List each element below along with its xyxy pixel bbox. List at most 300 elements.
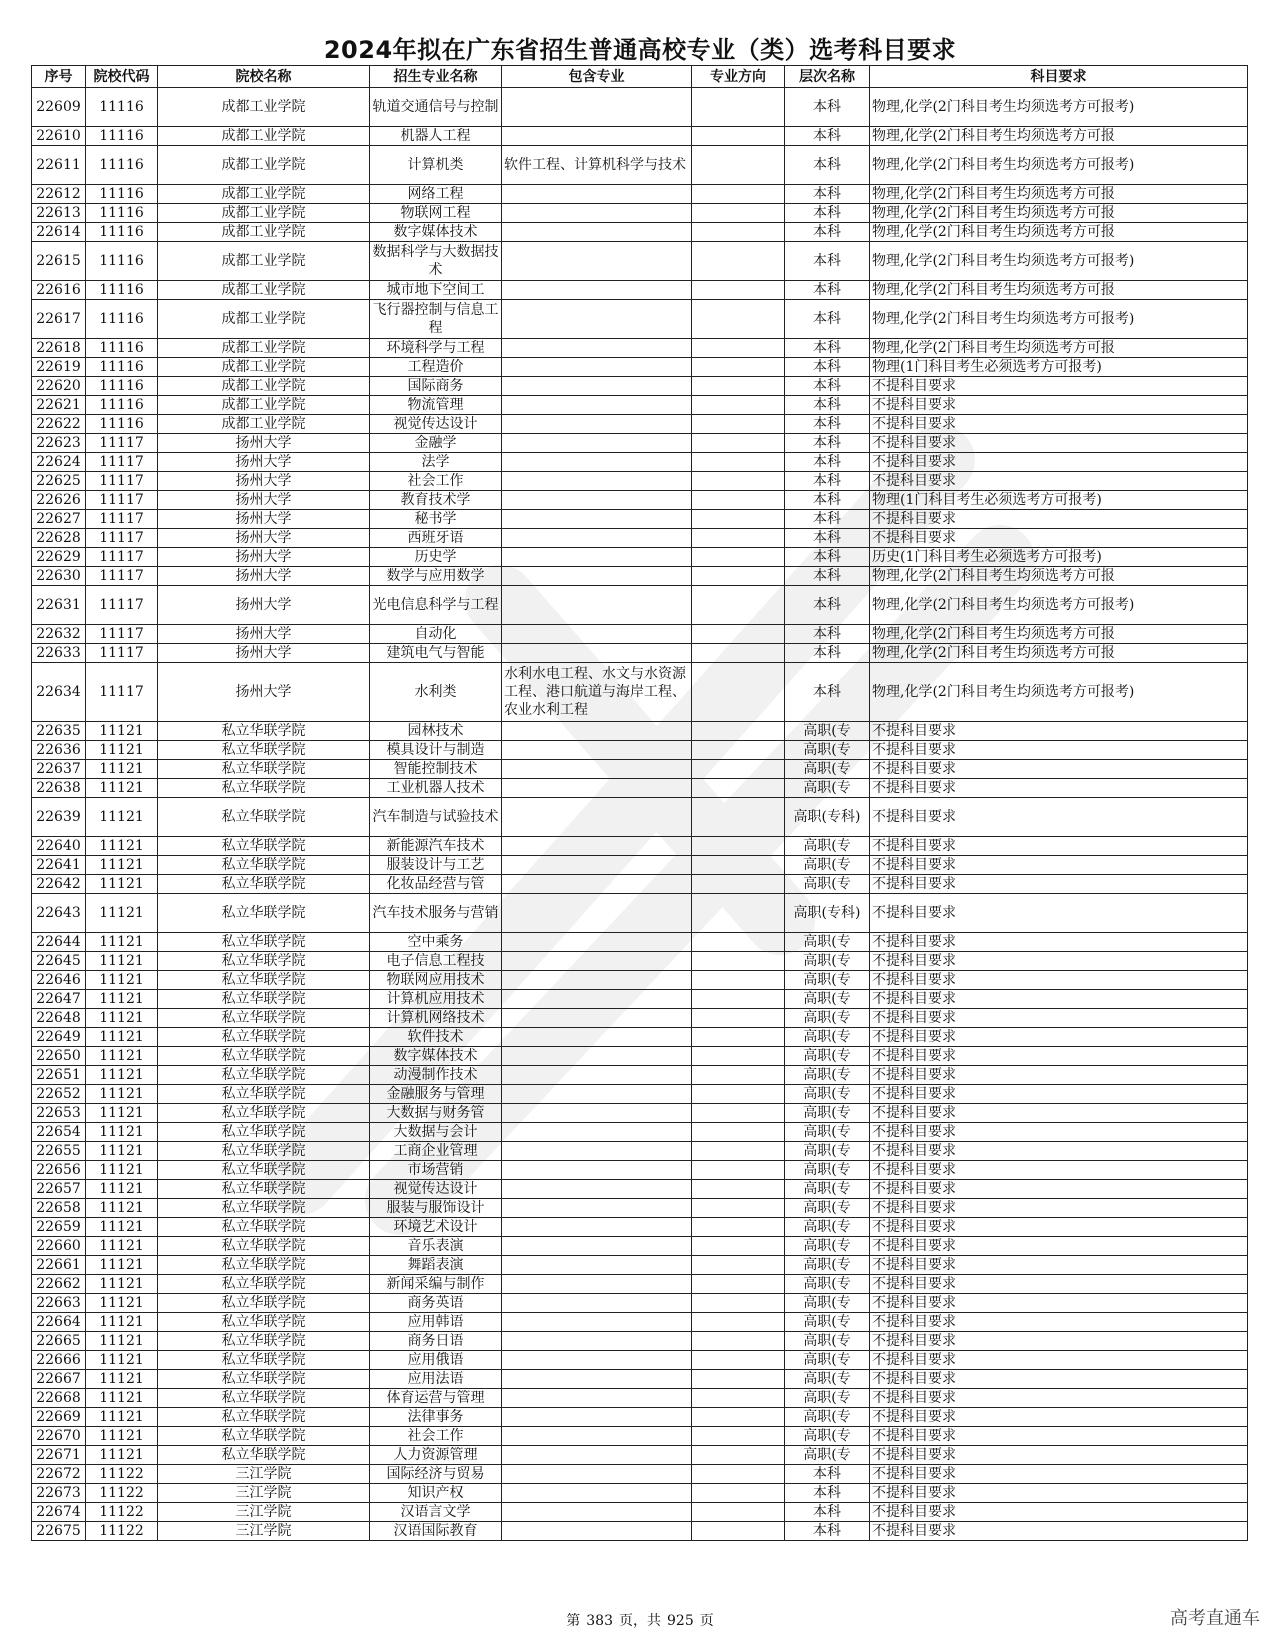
- cell-major-direction: [692, 1142, 785, 1161]
- table-row: [32, 300, 1248, 339]
- table-row: [32, 281, 1248, 300]
- table-row: [32, 1123, 1248, 1142]
- cell-included-majors: [502, 358, 692, 377]
- cell-level: 高职(专: [785, 1332, 870, 1351]
- cell-major-direction: [692, 1446, 785, 1465]
- cell-school-code: 11121: [86, 1009, 158, 1028]
- cell-subject-requirement: 不提科目要求: [870, 453, 1248, 472]
- cell-school-code: 11122: [86, 1503, 158, 1522]
- cell-major-name: 自动化: [370, 625, 502, 644]
- cell-major-name: 数学与应用数学: [370, 567, 502, 586]
- cell-school-code: 11121: [86, 1237, 158, 1256]
- table-row: [32, 1446, 1248, 1465]
- cell-level: 高职(专: [785, 1237, 870, 1256]
- cell-school-name: 私立华联学院: [158, 760, 370, 779]
- cell-major-direction: [692, 1161, 785, 1180]
- cell-level: 高职(专: [785, 722, 870, 741]
- cell-major-name: 历史学: [370, 548, 502, 567]
- cell-school-code: 11116: [86, 223, 158, 242]
- cell-index: 22656: [32, 1161, 86, 1180]
- cell-major-direction: [692, 453, 785, 472]
- cell-school-code: 11121: [86, 1275, 158, 1294]
- cell-school-name: 私立华联学院: [158, 1142, 370, 1161]
- cell-level: 高职(专科): [785, 798, 870, 837]
- cell-school-name: 扬州大学: [158, 453, 370, 472]
- header-subject-requirement: 科目要求: [870, 66, 1248, 88]
- cell-major-name: 市场营销: [370, 1161, 502, 1180]
- cell-major-name: 教育技术学: [370, 491, 502, 510]
- cell-major-direction: [692, 1351, 785, 1370]
- cell-level: 高职(专: [785, 1275, 870, 1294]
- cell-subject-requirement: 不提科目要求: [870, 875, 1248, 894]
- cell-major-direction: [692, 223, 785, 242]
- cell-major-name: 应用俄语: [370, 1351, 502, 1370]
- cell-included-majors: [502, 1161, 692, 1180]
- cell-school-code: 11121: [86, 894, 158, 933]
- cell-school-name: 私立华联学院: [158, 1427, 370, 1446]
- cell-subject-requirement: 不提科目要求: [870, 1408, 1248, 1427]
- table-row: [32, 971, 1248, 990]
- cell-major-direction: [692, 722, 785, 741]
- table-row: [32, 1047, 1248, 1066]
- cell-subject-requirement: 不提科目要求: [870, 1161, 1248, 1180]
- cell-major-direction: [692, 1503, 785, 1522]
- cell-subject-requirement: 不提科目要求: [870, 1465, 1248, 1484]
- cell-level: 本科: [785, 339, 870, 358]
- cell-included-majors: [502, 1142, 692, 1161]
- cell-included-majors: [502, 1446, 692, 1465]
- cell-major-name: 城市地下空间工: [370, 281, 502, 300]
- cell-school-name: 成都工业学院: [158, 88, 370, 127]
- cell-school-name: 成都工业学院: [158, 377, 370, 396]
- cell-level: 本科: [785, 185, 870, 204]
- cell-subject-requirement: 不提科目要求: [870, 1332, 1248, 1351]
- cell-major-direction: [692, 396, 785, 415]
- cell-major-name: 物联网工程: [370, 204, 502, 223]
- cell-school-name: 扬州大学: [158, 434, 370, 453]
- cell-index: 22657: [32, 1180, 86, 1199]
- cell-major-direction: [692, 894, 785, 933]
- cell-major-name: 秘书学: [370, 510, 502, 529]
- cell-major-direction: [692, 300, 785, 339]
- table-row: [32, 779, 1248, 798]
- header-school-code: 院校代码: [86, 66, 158, 88]
- cell-major-direction: [692, 779, 785, 798]
- table-row: [32, 875, 1248, 894]
- cell-subject-requirement: 不提科目要求: [870, 434, 1248, 453]
- cell-school-name: 扬州大学: [158, 548, 370, 567]
- cell-school-name: 扬州大学: [158, 663, 370, 722]
- cell-subject-requirement: 不提科目要求: [870, 933, 1248, 952]
- cell-index: 22609: [32, 88, 86, 127]
- cell-school-name: 私立华联学院: [158, 1332, 370, 1351]
- cell-subject-requirement: 不提科目要求: [870, 1275, 1248, 1294]
- cell-subject-requirement: 不提科目要求: [870, 1446, 1248, 1465]
- cell-level: 高职(专: [785, 952, 870, 971]
- cell-level: 高职(专: [785, 1028, 870, 1047]
- cell-included-majors: [502, 510, 692, 529]
- table-row: [32, 242, 1248, 281]
- cell-major-direction: [692, 146, 785, 185]
- cell-major-direction: [692, 1047, 785, 1066]
- cell-subject-requirement: 不提科目要求: [870, 1218, 1248, 1237]
- cell-level: 高职(专: [785, 1389, 870, 1408]
- brand-mark: 高考直通车: [1170, 1608, 1260, 1629]
- cell-included-majors: [502, 1104, 692, 1123]
- cell-school-code: 11116: [86, 396, 158, 415]
- cell-subject-requirement: 不提科目要求: [870, 1180, 1248, 1199]
- cell-index: 22627: [32, 510, 86, 529]
- cell-major-direction: [692, 281, 785, 300]
- cell-index: 22666: [32, 1351, 86, 1370]
- cell-school-code: 11116: [86, 185, 158, 204]
- cell-school-code: 11121: [86, 1427, 158, 1446]
- cell-school-name: 成都工业学院: [158, 281, 370, 300]
- cell-level: 高职(专: [785, 1142, 870, 1161]
- cell-major-direction: [692, 1123, 785, 1142]
- cell-school-name: 私立华联学院: [158, 1408, 370, 1427]
- cell-school-code: 11121: [86, 741, 158, 760]
- cell-school-code: 11116: [86, 339, 158, 358]
- cell-included-majors: [502, 1389, 692, 1408]
- cell-level: 本科: [785, 663, 870, 722]
- cell-major-direction: [692, 1427, 785, 1446]
- cell-level: 高职(专: [785, 1446, 870, 1465]
- cell-subject-requirement: 物理,化学(2门科目考生均须选考方可报: [870, 567, 1248, 586]
- cell-major-direction: [692, 127, 785, 146]
- cell-level: 本科: [785, 88, 870, 127]
- cell-level: 本科: [785, 453, 870, 472]
- cell-school-code: 11121: [86, 1142, 158, 1161]
- cell-level: 本科: [785, 1522, 870, 1541]
- cell-included-majors: [502, 567, 692, 586]
- cell-school-code: 11117: [86, 548, 158, 567]
- table-row: [32, 377, 1248, 396]
- cell-level: 本科: [785, 415, 870, 434]
- cell-major-direction: [692, 339, 785, 358]
- cell-major-name: 飞行器控制与信息工程: [370, 300, 502, 339]
- cell-school-code: 11121: [86, 1199, 158, 1218]
- cell-major-name: 法律事务: [370, 1408, 502, 1427]
- cell-school-name: 私立华联学院: [158, 894, 370, 933]
- cell-major-direction: [692, 760, 785, 779]
- cell-school-name: 成都工业学院: [158, 339, 370, 358]
- cell-school-name: 私立华联学院: [158, 1047, 370, 1066]
- cell-school-code: 11122: [86, 1522, 158, 1541]
- cell-index: 22628: [32, 529, 86, 548]
- cell-school-name: 私立华联学院: [158, 875, 370, 894]
- cell-major-name: 数字媒体技术: [370, 1047, 502, 1066]
- cell-index: 22661: [32, 1256, 86, 1275]
- cell-subject-requirement: 不提科目要求: [870, 990, 1248, 1009]
- cell-school-code: 11116: [86, 281, 158, 300]
- cell-major-direction: [692, 952, 785, 971]
- cell-school-code: 11116: [86, 300, 158, 339]
- cell-major-name: 电子信息工程技: [370, 952, 502, 971]
- cell-level: 本科: [785, 529, 870, 548]
- cell-subject-requirement: 不提科目要求: [870, 1047, 1248, 1066]
- cell-index: 22632: [32, 625, 86, 644]
- cell-major-direction: [692, 510, 785, 529]
- cell-included-majors: [502, 127, 692, 146]
- cell-school-code: 11116: [86, 358, 158, 377]
- cell-school-code: 11122: [86, 1484, 158, 1503]
- cell-major-name: 应用法语: [370, 1370, 502, 1389]
- cell-school-name: 成都工业学院: [158, 223, 370, 242]
- cell-school-code: 11117: [86, 510, 158, 529]
- cell-school-code: 11121: [86, 1047, 158, 1066]
- cell-index: 22623: [32, 434, 86, 453]
- cell-index: 22663: [32, 1294, 86, 1313]
- cell-school-name: 成都工业学院: [158, 146, 370, 185]
- table-row: [32, 1389, 1248, 1408]
- cell-major-name: 化妆品经营与管: [370, 875, 502, 894]
- cell-major-name: 空中乘务: [370, 933, 502, 952]
- cell-level: 本科: [785, 377, 870, 396]
- cell-major-name: 工业机器人技术: [370, 779, 502, 798]
- cell-level: 本科: [785, 434, 870, 453]
- table-row: [32, 358, 1248, 377]
- cell-school-code: 11116: [86, 415, 158, 434]
- cell-level: 高职(专: [785, 875, 870, 894]
- cell-major-direction: [692, 875, 785, 894]
- cell-major-name: 数字媒体技术: [370, 223, 502, 242]
- cell-subject-requirement: 不提科目要求: [870, 1313, 1248, 1332]
- cell-included-majors: [502, 1199, 692, 1218]
- cell-level: 高职(专: [785, 1294, 870, 1313]
- cell-major-name: 动漫制作技术: [370, 1066, 502, 1085]
- cell-level: 高职(专: [785, 971, 870, 990]
- table-row: [32, 856, 1248, 875]
- cell-school-code: 11121: [86, 722, 158, 741]
- cell-included-majors: [502, 625, 692, 644]
- cell-school-name: 私立华联学院: [158, 1237, 370, 1256]
- cell-school-name: 私立华联学院: [158, 1351, 370, 1370]
- cell-index: 22619: [32, 358, 86, 377]
- cell-major-name: 软件技术: [370, 1028, 502, 1047]
- cell-included-majors: [502, 1313, 692, 1332]
- table-row: [32, 1351, 1248, 1370]
- cell-school-code: 11121: [86, 1389, 158, 1408]
- table-row: [32, 1484, 1248, 1503]
- cell-major-name: 国际经济与贸易: [370, 1465, 502, 1484]
- cell-subject-requirement: 不提科目要求: [870, 1123, 1248, 1142]
- table-row: [32, 415, 1248, 434]
- cell-subject-requirement: 物理,化学(2门科目考生均须选考方可报考): [870, 300, 1248, 339]
- cell-level: 本科: [785, 548, 870, 567]
- table-row: [32, 223, 1248, 242]
- cell-subject-requirement: 不提科目要求: [870, 1484, 1248, 1503]
- cell-included-majors: [502, 1218, 692, 1237]
- cell-index: 22649: [32, 1028, 86, 1047]
- cell-subject-requirement: 不提科目要求: [870, 1370, 1248, 1389]
- cell-school-name: 私立华联学院: [158, 1446, 370, 1465]
- table-row: [32, 491, 1248, 510]
- cell-level: 高职(专: [785, 1256, 870, 1275]
- cell-school-name: 扬州大学: [158, 567, 370, 586]
- cell-level: 高职(专: [785, 1009, 870, 1028]
- cell-major-name: 计算机类: [370, 146, 502, 185]
- cell-subject-requirement: 不提科目要求: [870, 1142, 1248, 1161]
- cell-school-code: 11121: [86, 875, 158, 894]
- cell-major-direction: [692, 1237, 785, 1256]
- cell-level: 本科: [785, 644, 870, 663]
- cell-major-direction: [692, 1313, 785, 1332]
- cell-school-code: 11117: [86, 491, 158, 510]
- cell-level: 高职(专: [785, 1199, 870, 1218]
- cell-major-direction: [692, 242, 785, 281]
- cell-school-code: 11121: [86, 1123, 158, 1142]
- cell-index: 22637: [32, 760, 86, 779]
- table-row: [32, 146, 1248, 185]
- cell-major-name: 物流管理: [370, 396, 502, 415]
- cell-included-majors: [502, 952, 692, 971]
- cell-subject-requirement: 不提科目要求: [870, 1104, 1248, 1123]
- table-row: [32, 185, 1248, 204]
- cell-level: 本科: [785, 472, 870, 491]
- cell-major-direction: [692, 856, 785, 875]
- table-row: [32, 644, 1248, 663]
- cell-level: 本科: [785, 223, 870, 242]
- cell-major-direction: [692, 741, 785, 760]
- cell-school-code: 11121: [86, 798, 158, 837]
- cell-major-name: 人力资源管理: [370, 1446, 502, 1465]
- cell-included-majors: [502, 1408, 692, 1427]
- table-body: [32, 88, 1248, 1541]
- cell-included-majors: [502, 1256, 692, 1275]
- cell-index: 22617: [32, 300, 86, 339]
- cell-school-name: 扬州大学: [158, 586, 370, 625]
- cell-included-majors: [502, 798, 692, 837]
- cell-level: 高职(专: [785, 1085, 870, 1104]
- cell-school-name: 私立华联学院: [158, 1218, 370, 1237]
- cell-index: 22613: [32, 204, 86, 223]
- cell-major-name: 社会工作: [370, 472, 502, 491]
- cell-major-name: 服装设计与工艺: [370, 856, 502, 875]
- cell-index: 22654: [32, 1123, 86, 1142]
- table-row: [32, 1522, 1248, 1541]
- cell-subject-requirement: 不提科目要求: [870, 377, 1248, 396]
- cell-school-code: 11121: [86, 1104, 158, 1123]
- cell-subject-requirement: 物理(1门科目考生必须选考方可报考): [870, 491, 1248, 510]
- cell-included-majors: [502, 894, 692, 933]
- cell-level: 本科: [785, 1465, 870, 1484]
- cell-index: 22610: [32, 127, 86, 146]
- cell-index: 22673: [32, 1484, 86, 1503]
- cell-major-direction: [692, 88, 785, 127]
- cell-subject-requirement: 不提科目要求: [870, 837, 1248, 856]
- cell-major-direction: [692, 1104, 785, 1123]
- cell-major-direction: [692, 1028, 785, 1047]
- cell-major-name: 视觉传达设计: [370, 1180, 502, 1199]
- cell-index: 22635: [32, 722, 86, 741]
- table-row: [32, 625, 1248, 644]
- table-row: [32, 990, 1248, 1009]
- table-row: [32, 453, 1248, 472]
- cell-school-name: 成都工业学院: [158, 242, 370, 281]
- cell-major-direction: [692, 1275, 785, 1294]
- table-row: [32, 1313, 1248, 1332]
- cell-major-direction: [692, 1332, 785, 1351]
- cell-included-majors: [502, 339, 692, 358]
- cell-included-majors: [502, 875, 692, 894]
- cell-included-majors: [502, 1370, 692, 1389]
- cell-index: 22662: [32, 1275, 86, 1294]
- cell-school-code: 11117: [86, 529, 158, 548]
- cell-subject-requirement: 不提科目要求: [870, 741, 1248, 760]
- cell-level: 本科: [785, 625, 870, 644]
- cell-included-majors: [502, 204, 692, 223]
- cell-index: 22640: [32, 837, 86, 856]
- cell-included-majors: [502, 971, 692, 990]
- cell-subject-requirement: 不提科目要求: [870, 894, 1248, 933]
- cell-index: 22646: [32, 971, 86, 990]
- header-index: 序号: [32, 66, 86, 88]
- cell-index: 22670: [32, 1427, 86, 1446]
- cell-level: 本科: [785, 281, 870, 300]
- cell-level: 高职(专: [785, 1351, 870, 1370]
- table-row: [32, 722, 1248, 741]
- cell-school-code: 11121: [86, 1370, 158, 1389]
- cell-major-name: 服装与服饰设计: [370, 1199, 502, 1218]
- cell-subject-requirement: 不提科目要求: [870, 1028, 1248, 1047]
- cell-level: 本科: [785, 396, 870, 415]
- cell-subject-requirement: 物理,化学(2门科目考生均须选考方可报: [870, 127, 1248, 146]
- table-row: [32, 1237, 1248, 1256]
- cell-included-majors: [502, 1028, 692, 1047]
- cell-index: 22622: [32, 415, 86, 434]
- cell-level: 高职(专: [785, 933, 870, 952]
- cell-included-majors: [502, 1294, 692, 1313]
- cell-school-name: 三江学院: [158, 1465, 370, 1484]
- footer-mid: 页，共: [619, 1613, 661, 1629]
- cell-school-name: 扬州大学: [158, 625, 370, 644]
- cell-major-name: 商务日语: [370, 1332, 502, 1351]
- table-row: [32, 1199, 1248, 1218]
- cell-index: 22674: [32, 1503, 86, 1522]
- cell-school-name: 私立华联学院: [158, 1180, 370, 1199]
- cell-major-direction: [692, 1009, 785, 1028]
- cell-included-majors: [502, 1066, 692, 1085]
- cell-subject-requirement: 不提科目要求: [870, 779, 1248, 798]
- cell-major-direction: [692, 491, 785, 510]
- table-row: [32, 1028, 1248, 1047]
- cell-subject-requirement: 不提科目要求: [870, 798, 1248, 837]
- cell-major-name: 大数据与财务管: [370, 1104, 502, 1123]
- cell-included-majors: [502, 415, 692, 434]
- cell-major-direction: [692, 933, 785, 952]
- cell-major-direction: [692, 1484, 785, 1503]
- cell-major-name: 智能控制技术: [370, 760, 502, 779]
- cell-level: 本科: [785, 146, 870, 185]
- cell-major-direction: [692, 971, 785, 990]
- cell-major-name: 网络工程: [370, 185, 502, 204]
- cell-level: 本科: [785, 300, 870, 339]
- cell-school-name: 成都工业学院: [158, 415, 370, 434]
- cell-school-name: 私立华联学院: [158, 798, 370, 837]
- cell-school-name: 私立华联学院: [158, 1085, 370, 1104]
- cell-school-code: 11117: [86, 663, 158, 722]
- table-row: [32, 1066, 1248, 1085]
- cell-school-name: 成都工业学院: [158, 204, 370, 223]
- table-row: [32, 88, 1248, 127]
- cell-included-majors: [502, 185, 692, 204]
- cell-level: 高职(专: [785, 856, 870, 875]
- cell-index: 22660: [32, 1237, 86, 1256]
- cell-index: 22655: [32, 1142, 86, 1161]
- cell-school-code: 11117: [86, 586, 158, 625]
- cell-major-direction: [692, 644, 785, 663]
